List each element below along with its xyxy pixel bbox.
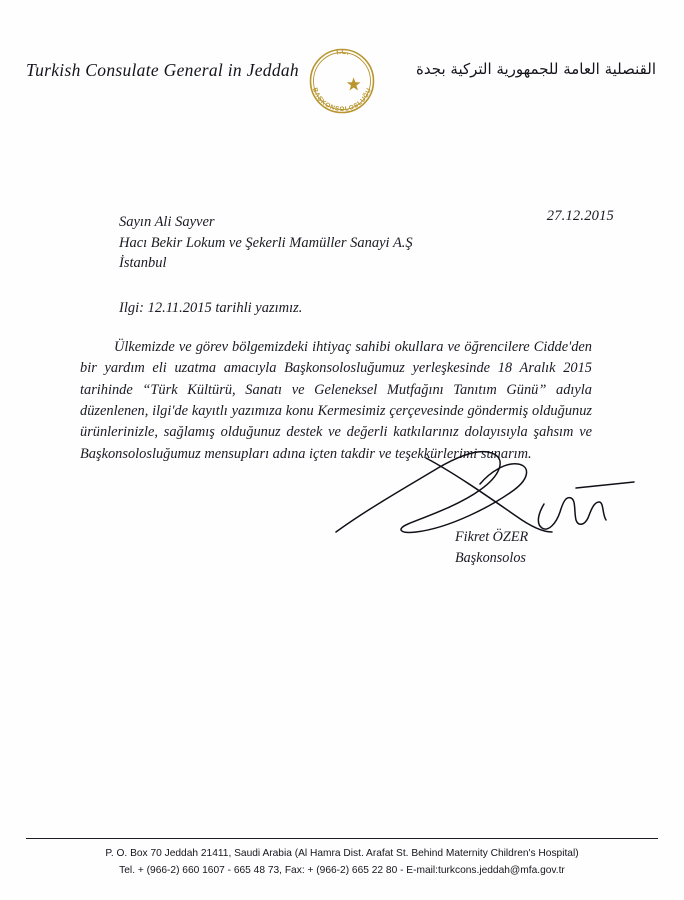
letter-date: 27.12.2015 (546, 208, 614, 224)
letter-reference: Ilgi: 12.11.2015 tarihli yazımız. (119, 300, 303, 316)
svg-text:T.C.: T.C. (334, 46, 350, 57)
letter-body-text: Ülkemizde ve görev bölgemizdeki ihtiyaç sahibi okullara ve öğrencilere Cidde'den bir yardım eli uzatma amacıyla Başkonsolosluğumuz yerleşkesinde 18 Aralık 2015 tarihinde “Türk Kültürü, Sanatı ve Geleneksel Mutfağını Tanıtım Günü” adıyla düzenlenen, ilgi'de kayıtlı yazımıza konu Kermesimiz çerçevesinde göndermiş olduğunuz ürünlerinizle, sağlamış olduğunuz destek ve değerli katkılarınız dolayısıyla şahsım ve Başkonsolosluğumuz mensupları adına içten takdir ve teşekkürlerimi sunarım. (80, 339, 592, 462)
addressee-block (119, 212, 413, 274)
footer-divider (26, 838, 658, 839)
letterhead (0, 44, 684, 124)
signer-name: Fikret ÖZER (455, 529, 529, 545)
footer-contact (0, 846, 684, 880)
footer-phone-email: Tel. + (966-2) 660 1607 - 665 48 73, Fax: + (966-2) 665 22 80 - E-mail:turkcons.jeddah@mfa.gov.tr (119, 864, 565, 876)
signer-block (455, 527, 528, 568)
turkish-republic-emblem-icon (305, 44, 379, 118)
addressee-name: Sayın Ali Sayver (119, 214, 215, 230)
footer-address: P. O. Box 70 Jeddah 21411, Saudi Arabia (Al Hamra Dist. Arafat St. Behind Maternity Children's Hospital) (105, 848, 579, 859)
consulate-title-english: Turkish Consulate General in Jeddah (26, 60, 299, 80)
addressee-city: İstanbul (119, 255, 167, 272)
addressee-company: Hacı Bekir Lokum ve Şekerli Mamüller Sanayi A.Ş (119, 234, 413, 251)
svg-text:BAŞKONSOLOSLUĞU: BAŞKONSOLOSLUĞU (310, 86, 374, 114)
signer-title: Başkonsolos (455, 549, 526, 566)
consulate-title-arabic: القنصلية العامة للجمهورية التركية بجدة (416, 60, 656, 78)
